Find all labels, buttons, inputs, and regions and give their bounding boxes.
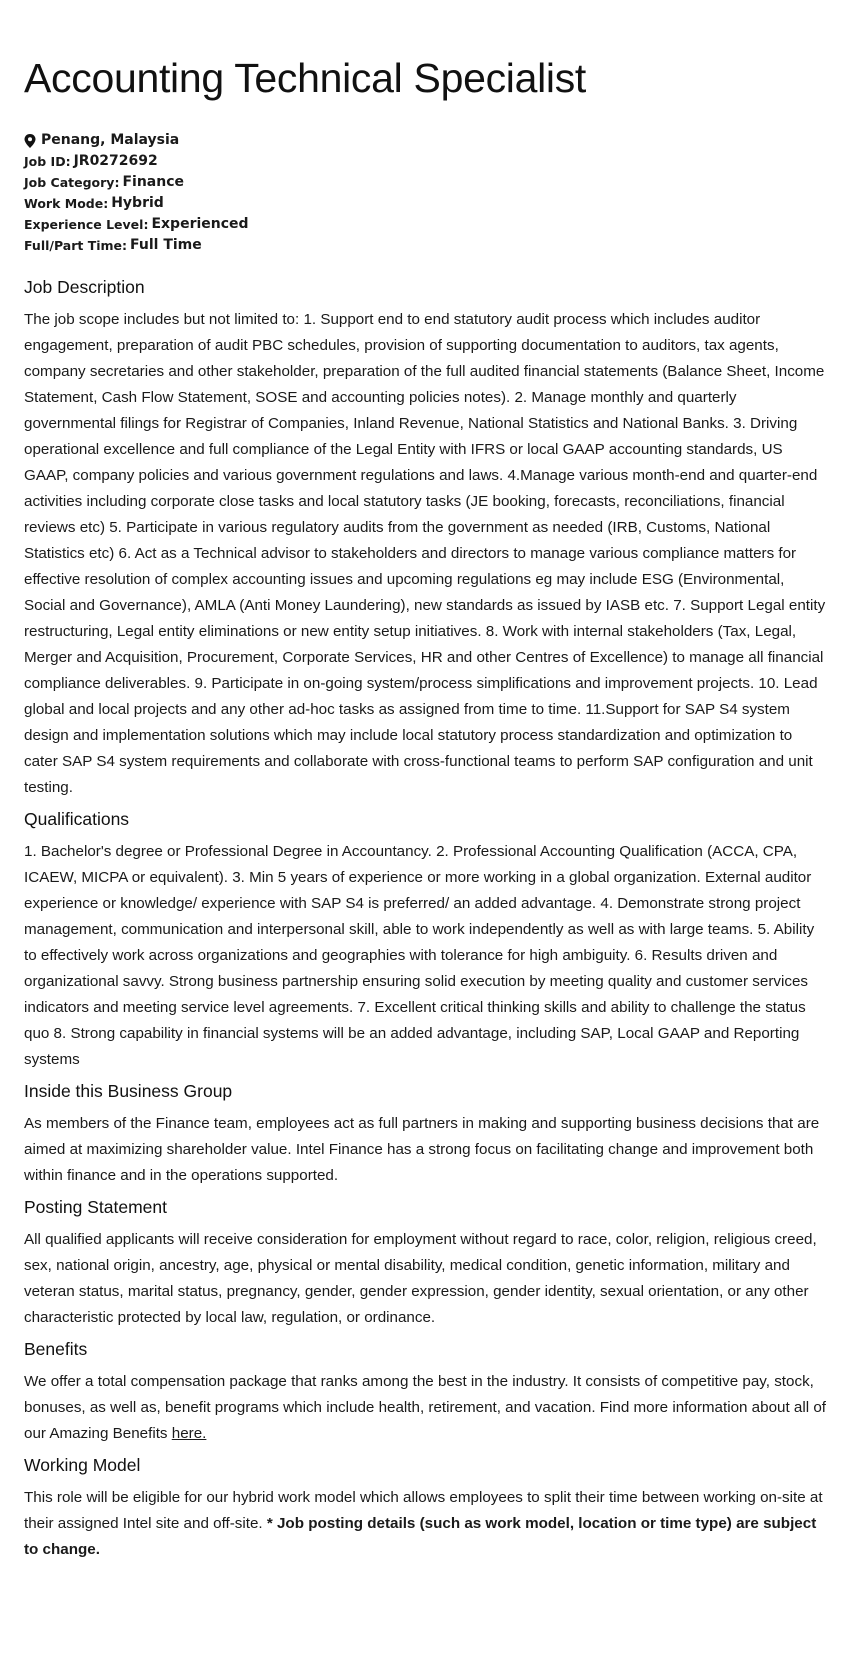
- section-body: As members of the Finance team, employees act as full partners in making and supporting business decisions that are aimed at maximizing shareholder value. Intel Finance has a strong focus on facilitating change and improvement both within finance and in the operations supported.: [24, 1115, 820, 1184]
- meta-label: Experience Level:: [24, 217, 149, 232]
- section-body: 1. Bachelor's degree or Professional Degree in Accountancy. 2. Professional Accounting Qualification (ACCA, CPA, ICAEW, MICPA or equivalent). 3. Min 5 years of experience or more working in a global organization. External auditor experience or knowledge/ experience with SAP S4 is preferred/ an added advantage. 4. Demonstrate strong project management, communication and interpersonal skill, able to work independently as well as with large teams. 5. Ability to effectively work across organizations and geographies with tolerance for high ambiguity. 6. Results driven and organizational savvy. Strong business partnership ensuring solid execution by meeting quality and customer services indicators and meeting service level agreements. 7. Excellent critical thinking skills and ability to challenge the status quo 8. Strong capability in financial systems will be an added advantage, including SAP, Local GAAP and Reporting systems: [24, 843, 815, 1068]
- meta-label: Work Mode:: [24, 196, 109, 211]
- section-posting-statement: [24, 1196, 826, 1331]
- job-location: [24, 130, 826, 151]
- meta-value: Full Time: [130, 237, 202, 253]
- section-working-model: [24, 1454, 826, 1563]
- meta-value: Finance: [122, 174, 184, 190]
- meta-full-part-time: [24, 235, 826, 256]
- job-title: Accounting Technical Specialist: [24, 55, 586, 101]
- section-qualifications: [24, 808, 826, 1073]
- working-model-text: This role will be eligible for our hybrid work model which allows employees to split their time between working on-site at their assigned Intel site and off-site.: [24, 1489, 823, 1532]
- section-job-description: [24, 276, 826, 801]
- section-body: [24, 1369, 826, 1447]
- working-model-disclaimer: * Job posting details (such as work model, location or time type) are subject to change.: [24, 1515, 817, 1558]
- section-heading: Posting Statement: [24, 1197, 167, 1217]
- location-pin-icon: [24, 134, 36, 148]
- meta-value: Hybrid: [111, 195, 164, 211]
- benefits-text: We offer a total compensation package that ranks among the best in the industry. It consists of competitive pay, stock, bonuses, as well as, benefit programs which include health, retirement, and vacation. Find more information about all of our Amazing Benefits: [24, 1373, 826, 1442]
- meta-label: Job ID:: [24, 154, 71, 169]
- meta-label: Full/Part Time:: [24, 238, 128, 253]
- meta-job-category: [24, 172, 826, 193]
- meta-value: JR0272692: [73, 153, 158, 169]
- meta-label: Job Category:: [24, 175, 120, 190]
- benefits-link[interactable]: here.: [171, 1425, 207, 1442]
- location-value: Penang, Malaysia: [41, 132, 180, 148]
- section-business-group: [24, 1080, 826, 1189]
- section-heading: Job Description: [24, 277, 145, 297]
- meta-work-mode: [24, 193, 826, 214]
- section-body: All qualified applicants will receive consideration for employment without regard to race, color, religion, religious creed, sex, national origin, ancestry, age, physical or mental disability, medical condition, genetic information, military and veteran status, marital status, pregnancy, gender, gender expression, gender identity, sexual orientation, or any other characteristic protected by local law, regulation, or ordinance.: [24, 1231, 817, 1326]
- section-heading: Qualifications: [24, 809, 130, 829]
- section-body: [24, 1485, 826, 1563]
- section-benefits: [24, 1338, 826, 1447]
- job-meta: [24, 130, 826, 256]
- section-body: The job scope includes but not limited to: 1. Support end to end statutory audit process which includes auditor engagement, preparation of audit PBC schedules, provision of supporting documentation to auditors, tax agents, company secretaries and other stakeholder, preparation of the full audited financial statements (Balance Sheet, Income Statement, Cash Flow Statement, SOSE and accounting policies notes). 2. Manage monthly and quarterly governmental filings for Registrar of Companies, Inland Revenue, National Statistics and National Banks. 3. Driving operational excellence and full compliance of the Legal Entity with IFRS or local GAAP accounting standards, US GAAP, company policies and various government regulations and laws. 4.Manage various month-end and quarter-end activities including corporate close tasks and local statutory tasks (JE booking, forecasts, reconciliations, financial reviews etc) 5. Participate in various regulatory audits from the government as needed (IRB, Customs, National Statistics etc) 6. Act as a Technical advisor to stakeholders and directors to manage various compliance matters for effective resolution of complex accounting issues and upcoming regulations eg may include ESG (Environmental, Social and Governance), AMLA (Anti Money Laundering), new standards as issued by IASB etc. 7. Support Legal entity restructuring, Legal entity eliminations or new entity setup initiatives. 8. Work with internal stakeholders (Tax, Legal, Merger and Acquisition, Procurement, Corporate Services, HR and other Centres of Excellence) to manage all financial compliance deliverables. 9. Participate in on-going system/process simplifications and improvement projects. 10. Lead global and local projects and any other ad-hoc tasks as assigned from time to time. 11.Support for SAP S4 system design and implementation solutions which may include local statutory process standardization and optimization to cater SAP S4 system requirements and collaborate with cross-functional teams to perform SAP configuration and unit testing.: [24, 311, 826, 796]
- section-heading: Benefits: [24, 1339, 88, 1359]
- meta-value: Experienced: [151, 216, 249, 232]
- meta-job-id: [24, 151, 826, 172]
- section-heading: Working Model: [24, 1455, 141, 1475]
- meta-experience-level: [24, 214, 826, 235]
- section-heading: Inside this Business Group: [24, 1081, 233, 1101]
